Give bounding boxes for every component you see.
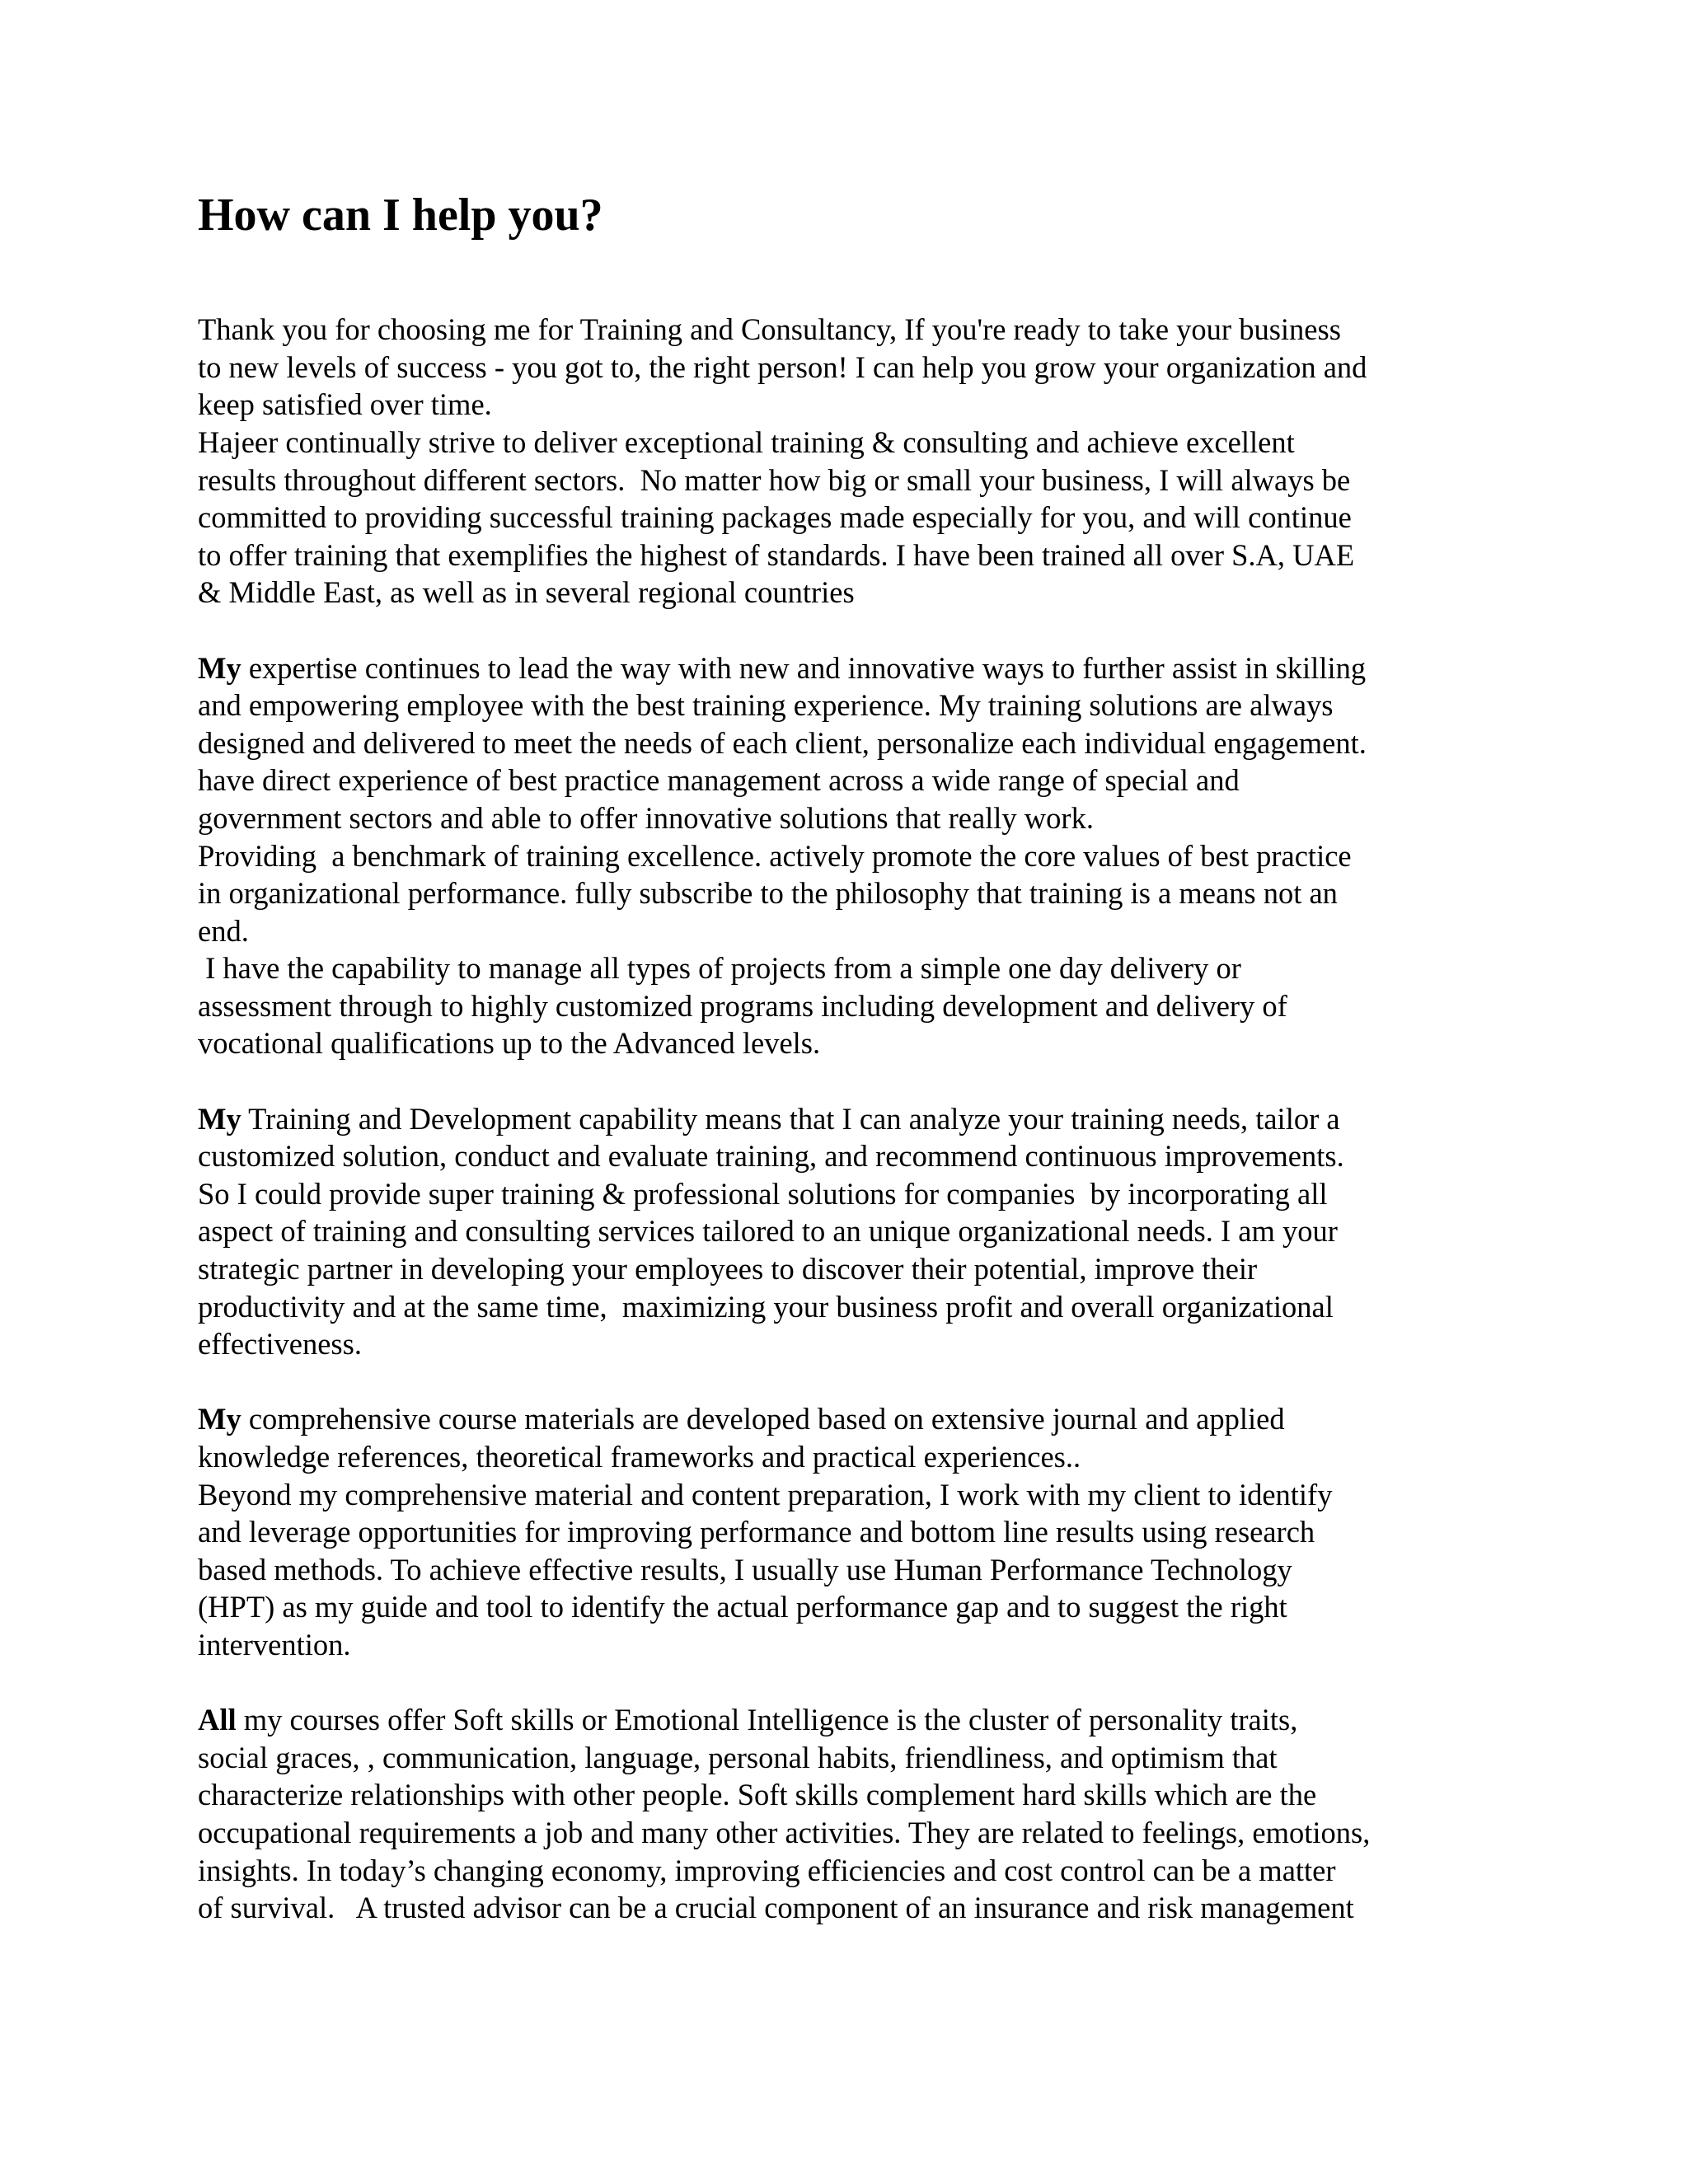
line-text: have direct experience of best practice management across a wide range of special and bbox=[198, 763, 1240, 798]
line-text: and leverage opportunities for improving performance and bottom line results using research bbox=[198, 1515, 1315, 1549]
text-line bbox=[198, 649, 1500, 687]
paragraph bbox=[198, 1701, 1500, 1927]
text-line bbox=[198, 1100, 1500, 1138]
line-text: government sectors and able to offer innovative solutions that really work. bbox=[198, 800, 1094, 835]
line-text: assessment through to highly customized programs including development and delivery of bbox=[198, 988, 1287, 1023]
line-text: vocational qualifications up to the Advanced levels. bbox=[198, 1026, 821, 1061]
text-line bbox=[198, 1814, 1500, 1852]
text-line bbox=[198, 1889, 1500, 1927]
text-line bbox=[198, 574, 1500, 612]
line-text: characterize relationships with other people. Soft skills complement hard skills which are the bbox=[198, 1778, 1317, 1812]
text-line bbox=[198, 1588, 1500, 1626]
text-line bbox=[198, 1513, 1500, 1551]
text-line bbox=[198, 386, 1500, 424]
line-text: keep satisfied over time. bbox=[198, 387, 492, 422]
line-text: Training and Development capability means that I can analyze your training needs, tailor a bbox=[241, 1101, 1340, 1136]
line-text: strategic partner in developing your employees to discover their potential, improve their bbox=[198, 1252, 1258, 1286]
line-text: So I could provide super training & professional solutions for companies by incorporating all bbox=[198, 1176, 1328, 1211]
text-line bbox=[198, 1626, 1500, 1664]
text-line bbox=[198, 837, 1500, 875]
text-line bbox=[198, 499, 1500, 537]
paragraph bbox=[198, 311, 1500, 612]
text-line bbox=[198, 874, 1500, 912]
text-line bbox=[198, 949, 1500, 987]
paragraph-lead-word: All bbox=[198, 1703, 237, 1737]
line-text: expertise continues to lead the way with new and innovative ways to further assist in skilling bbox=[241, 650, 1367, 685]
line-text: insights. In today’s changing economy, improving efficiencies and cost control can be a matter bbox=[198, 1853, 1336, 1887]
line-text: Hajeer continually strive to deliver exceptional training & consulting and achieve excellent bbox=[198, 424, 1295, 459]
text-line bbox=[198, 1175, 1500, 1213]
paragraph-gap bbox=[198, 1664, 1500, 1702]
line-text: Thank you for choosing me for Training and Consultancy, If you're ready to take your business bbox=[198, 312, 1341, 347]
paragraph bbox=[198, 1400, 1500, 1663]
line-text: designed and delivered to meet the needs of each client, personalize each individual engagement. bbox=[198, 725, 1367, 760]
line-text: of survival. A trusted advisor can be a crucial component of an insurance and risk management bbox=[198, 1891, 1354, 1925]
text-line bbox=[198, 1325, 1500, 1363]
line-text: based methods. To achieve effective results, I usually use Human Performance Technology bbox=[198, 1552, 1292, 1586]
line-text: customized solution, conduct and evaluate training, and recommend continuous improvements. bbox=[198, 1139, 1344, 1174]
line-text: in organizational performance. fully subscribe to the philosophy that training is a means not an bbox=[198, 876, 1338, 911]
text-line bbox=[198, 799, 1500, 837]
line-text: end. bbox=[198, 913, 249, 948]
text-line bbox=[198, 1739, 1500, 1777]
line-text: results throughout different sectors. No matter how big or small your business, I will always be bbox=[198, 462, 1351, 497]
text-line bbox=[198, 311, 1500, 349]
line-text: I have the capability to manage all types of projects from a simple one day delivery or bbox=[198, 951, 1241, 986]
line-text: productivity and at the same time, maximizing your business profit and overall organizational bbox=[198, 1289, 1334, 1324]
text-line bbox=[198, 1776, 1500, 1814]
line-text: my courses offer Soft skills or Emotional Intelligence is the cluster of personality traits, bbox=[236, 1703, 1298, 1737]
text-line bbox=[198, 1024, 1500, 1062]
text-line bbox=[198, 1137, 1500, 1175]
line-text: Beyond my comprehensive material and content preparation, I work with my client to identify bbox=[198, 1477, 1333, 1511]
text-line bbox=[198, 349, 1500, 387]
text-line bbox=[198, 987, 1500, 1025]
text-line bbox=[198, 762, 1500, 799]
line-text: occupational requirements a job and many other activities. They are related to feelings, emotions, bbox=[198, 1815, 1371, 1849]
paragraph-gap bbox=[198, 1062, 1500, 1100]
paragraph-lead-word: My bbox=[198, 1101, 241, 1136]
paragraph bbox=[198, 649, 1500, 1063]
document-page bbox=[198, 188, 1500, 1927]
text-line bbox=[198, 1400, 1500, 1438]
line-text: comprehensive course materials are developed based on extensive journal and applied bbox=[241, 1402, 1285, 1436]
line-text: (HPT) as my guide and tool to identify the actual performance gap and to suggest the right bbox=[198, 1590, 1287, 1624]
text-line bbox=[198, 687, 1500, 724]
line-text: committed to providing successful training packages made especially for you, and will continue bbox=[198, 500, 1352, 535]
paragraph-lead-word: My bbox=[198, 650, 241, 685]
document-body bbox=[198, 311, 1500, 1927]
line-text: Providing a benchmark of training excellence. actively promote the core values of best practice bbox=[198, 838, 1352, 873]
line-text: to offer training that exemplifies the highest of standards. I have been trained all over S.A, UAE bbox=[198, 537, 1355, 572]
line-text: & Middle East, as well as in several regional countries bbox=[198, 575, 855, 610]
text-line bbox=[198, 1476, 1500, 1514]
page-title: How can I help you? bbox=[198, 190, 603, 241]
line-text: intervention. bbox=[198, 1627, 351, 1661]
text-line bbox=[198, 424, 1500, 462]
text-line bbox=[198, 1852, 1500, 1890]
text-line bbox=[198, 1288, 1500, 1326]
text-line bbox=[198, 1438, 1500, 1476]
paragraph bbox=[198, 1100, 1500, 1363]
line-text: knowledge references, theoretical frameworks and practical experiences.. bbox=[198, 1440, 1081, 1474]
text-line bbox=[198, 1212, 1500, 1250]
line-text: effectiveness. bbox=[198, 1327, 362, 1361]
text-line bbox=[198, 912, 1500, 950]
text-line bbox=[198, 724, 1500, 762]
text-line bbox=[198, 537, 1500, 574]
text-line bbox=[198, 1701, 1500, 1739]
line-text: to new levels of success - you got to, the right person! I can help you grow your organization and bbox=[198, 349, 1367, 384]
paragraph-gap bbox=[198, 612, 1500, 649]
text-line bbox=[198, 462, 1500, 499]
line-text: social graces, , communication, language, personal habits, friendliness, and optimism that bbox=[198, 1740, 1278, 1774]
line-text: and empowering employee with the best training experience. My training solutions are always bbox=[198, 688, 1334, 723]
text-line bbox=[198, 1551, 1500, 1589]
text-line bbox=[198, 1250, 1500, 1288]
paragraph-lead-word: My bbox=[198, 1402, 241, 1436]
paragraph-gap bbox=[198, 1363, 1500, 1401]
line-text: aspect of training and consulting services tailored to an unique organizational needs. I am your bbox=[198, 1214, 1338, 1249]
